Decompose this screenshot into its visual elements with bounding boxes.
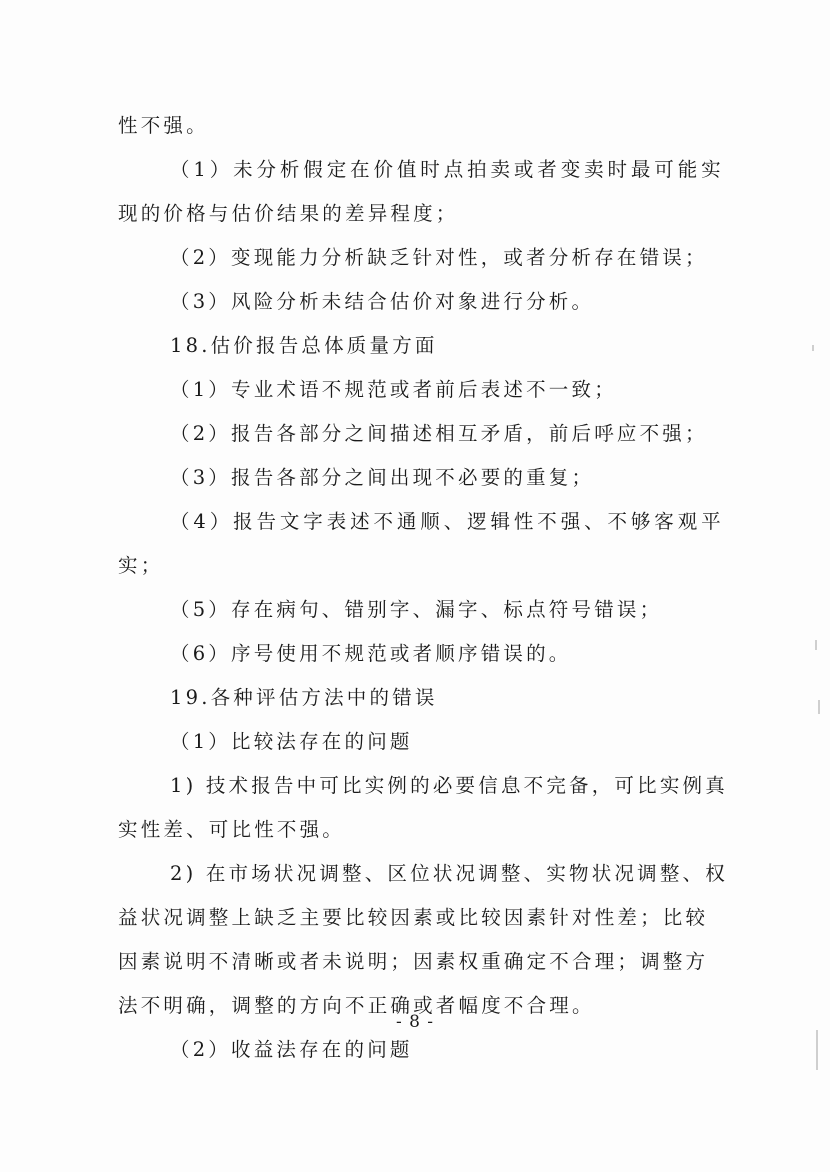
text-line: （2）变现能力分析缺乏针对性，或者分析存在错误； [170, 246, 708, 269]
subsection-heading: （2）收益法存在的问题 [170, 1038, 413, 1061]
scan-artifact [818, 700, 820, 714]
text-line: 现的价格与估价结果的差异程度； [118, 202, 459, 225]
text-line: 性不强。 [118, 114, 209, 137]
text-line: （6）序号使用不规范或者顺序错误的。 [170, 642, 572, 665]
section-heading: 19.各种评估方法中的错误 [170, 686, 438, 709]
text-line: 2) 在市场状况调整、区位状况调整、实物状况调整、权 [170, 862, 728, 885]
text-line: 因素说明不清晰或者未说明；因素权重确定不合理；调整方 [118, 950, 709, 973]
page-number: - 8 - [395, 1012, 435, 1032]
text-line: 实； [118, 554, 164, 577]
section-heading: 18.估价报告总体质量方面 [170, 334, 438, 357]
text-line: （5）存在病句、错别字、漏字、标点符号错误； [170, 598, 663, 621]
text-line: 益状况调整上缺乏主要比较因素或比较因素针对性差；比较 [118, 906, 709, 929]
text-line: （3）风险分析未结合估价对象进行分析。 [170, 290, 595, 313]
text-line: （4）报告文字表述不通顺、逻辑性不强、不够客观平 [170, 510, 725, 533]
scan-artifact [812, 345, 814, 351]
subsection-heading: （1）比较法存在的问题 [170, 730, 413, 753]
text-line: 1) 技术报告中可比实例的必要信息不完备，可比实例真 [170, 774, 728, 797]
text-line: （1）未分析假定在价值时点拍卖或者变卖时最可能实 [170, 158, 725, 181]
scan-artifact [815, 640, 817, 650]
text-line: 实性差、可比性不强。 [118, 818, 346, 841]
text-line: （1）专业术语不规范或者前后表述不一致； [170, 378, 617, 401]
text-line: （2）报告各部分之间描述相互矛盾，前后呼应不强； [170, 422, 708, 445]
text-line: （3）报告各部分之间出现不必要的重复； [170, 466, 595, 489]
body-text [118, 104, 728, 1072]
scan-artifact [816, 1030, 818, 1070]
text-line: 法不明确，调整的方向不正确或者幅度不合理。 [118, 994, 595, 1017]
